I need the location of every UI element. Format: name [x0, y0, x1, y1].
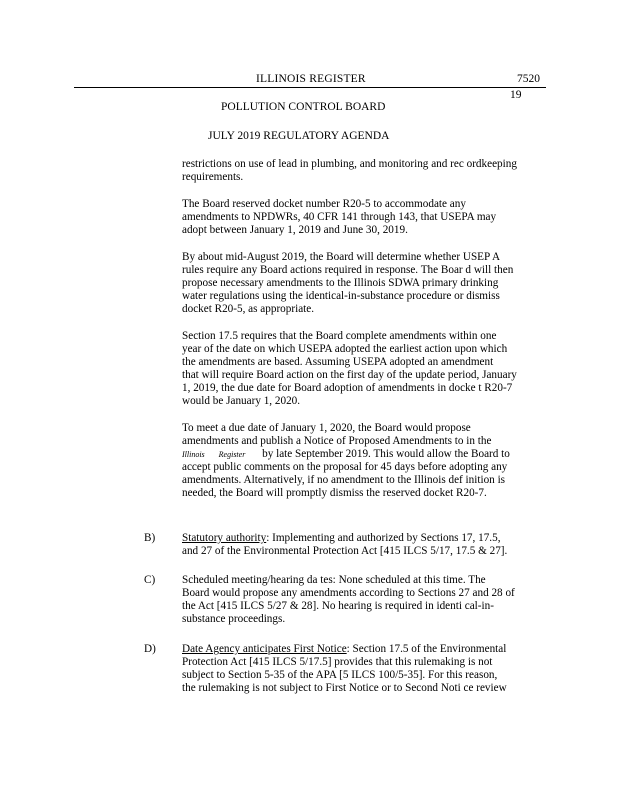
paragraph: [182, 158, 546, 184]
item-label: D): [144, 643, 156, 655]
item-text: [182, 532, 546, 558]
text-line: [182, 643, 546, 656]
paragraph: [182, 198, 546, 237]
text-line: To meet a due date of January 1, 2020, the Board would propose: [182, 422, 471, 434]
page-number: 7520: [517, 73, 540, 85]
text-fragment: : Implementing and authorized by Sections 17, 17.5,: [266, 532, 501, 544]
text-fragment: : Section 17.5 of the Environmental: [346, 643, 507, 655]
text-line: needed, the Board will promptly dismiss the reserved docket R20-7.: [182, 487, 487, 499]
agenda-title: JULY 2019 REGULATORY AGENDA: [208, 130, 390, 142]
text-line: rules require any Board actions required in response. The Boar d will then: [182, 264, 514, 276]
text-line: amendments to NPDWRs, 40 CFR 141 through 143, that USEPA may: [182, 211, 497, 223]
item-heading: Statutory authority: [182, 532, 267, 544]
text-line: amendments and publish a Notice of Proposed Amendments to in the: [182, 435, 492, 447]
item-text: [182, 574, 546, 626]
text-line: the Act [415 ILCS 5/27 & 28]. No hearing is required in identi cal-in-: [182, 600, 494, 612]
issue-number: 19: [510, 89, 522, 101]
text-line: The Board reserved docket number R20-5 to accommodate any: [182, 198, 466, 210]
text-line: [182, 448, 546, 461]
text-line: Protection Act [415 ILCS 5/17.5] provides that this rulemaking is not: [182, 656, 493, 668]
text-line: propose necessary amendments to the Illinois SDWA primary drinking: [182, 277, 499, 289]
text-line: Section 17.5 requires that the Board complete amendments within one: [182, 330, 497, 342]
item-label: B): [144, 532, 156, 544]
text-line: that will require Board action on the first day of the update period, January: [182, 369, 517, 381]
text-line: By about mid-August 2019, the Board will determine whether USEP A: [182, 251, 501, 263]
text-line: amendments. Alternatively, if no amendment to the Illinois def inition is: [182, 474, 506, 486]
text-line: docket R20-5, as appropriate.: [182, 303, 315, 315]
register-title: ILLINOIS REGISTER: [256, 73, 366, 85]
text-line: the amendments are based. Assuming USEPA adopted an amendment: [182, 356, 494, 368]
text-line: [182, 532, 546, 545]
item-text: [182, 643, 546, 695]
text-line: accept public comments on the proposal for 45 days before adopting any: [182, 461, 508, 473]
agency-name: POLLUTION CONTROL BOARD: [221, 101, 386, 113]
text-line: Board would propose any amendments according to Sections 27 and 28 of: [182, 587, 515, 599]
paragraph: [182, 422, 546, 500]
text-fragment: by late September 2019. This would allow the Board to: [262, 448, 510, 460]
text-line: year of the date on which USEPA adopted the earliest action upon which: [182, 343, 508, 355]
text-line: would be January 1, 2020.: [182, 395, 301, 407]
register-italic: Illinois: [182, 450, 205, 459]
text-line: Scheduled meeting/hearing da tes: None scheduled at this time. The: [182, 574, 486, 586]
paragraph: [182, 330, 546, 408]
text-line: water regulations using the identical-in-substance procedure or dismiss: [182, 290, 500, 302]
text-line: the rulemaking is not subject to First Notice or to Second Noti ce review: [182, 682, 507, 694]
text-line: requirements.: [182, 171, 244, 183]
text-line: and 27 of the Environmental Protection Act [415 ILCS 5/17, 17.5 & 27].: [182, 545, 508, 557]
text-line: subject to Section 5-35 of the APA [5 ILCS 100/5-35]. For this reason,: [182, 669, 498, 681]
item-label: C): [144, 574, 156, 586]
text-line: substance proceedings.: [182, 613, 286, 625]
item-heading: Date Agency anticipates First Notice: [182, 643, 347, 655]
body-text: [182, 158, 546, 514]
text-line: 1, 2019, the due date for Board adoption of amendments in docke t R20-7: [182, 382, 513, 394]
paragraph: [182, 251, 546, 316]
register-italic: Register: [218, 450, 246, 459]
text-line: restrictions on use of lead in plumbing, and monitoring and rec ordkeeping: [182, 158, 517, 170]
header-rule: [74, 87, 546, 88]
text-line: adopt between January 1, 2019 and June 30, 2019.: [182, 224, 408, 236]
